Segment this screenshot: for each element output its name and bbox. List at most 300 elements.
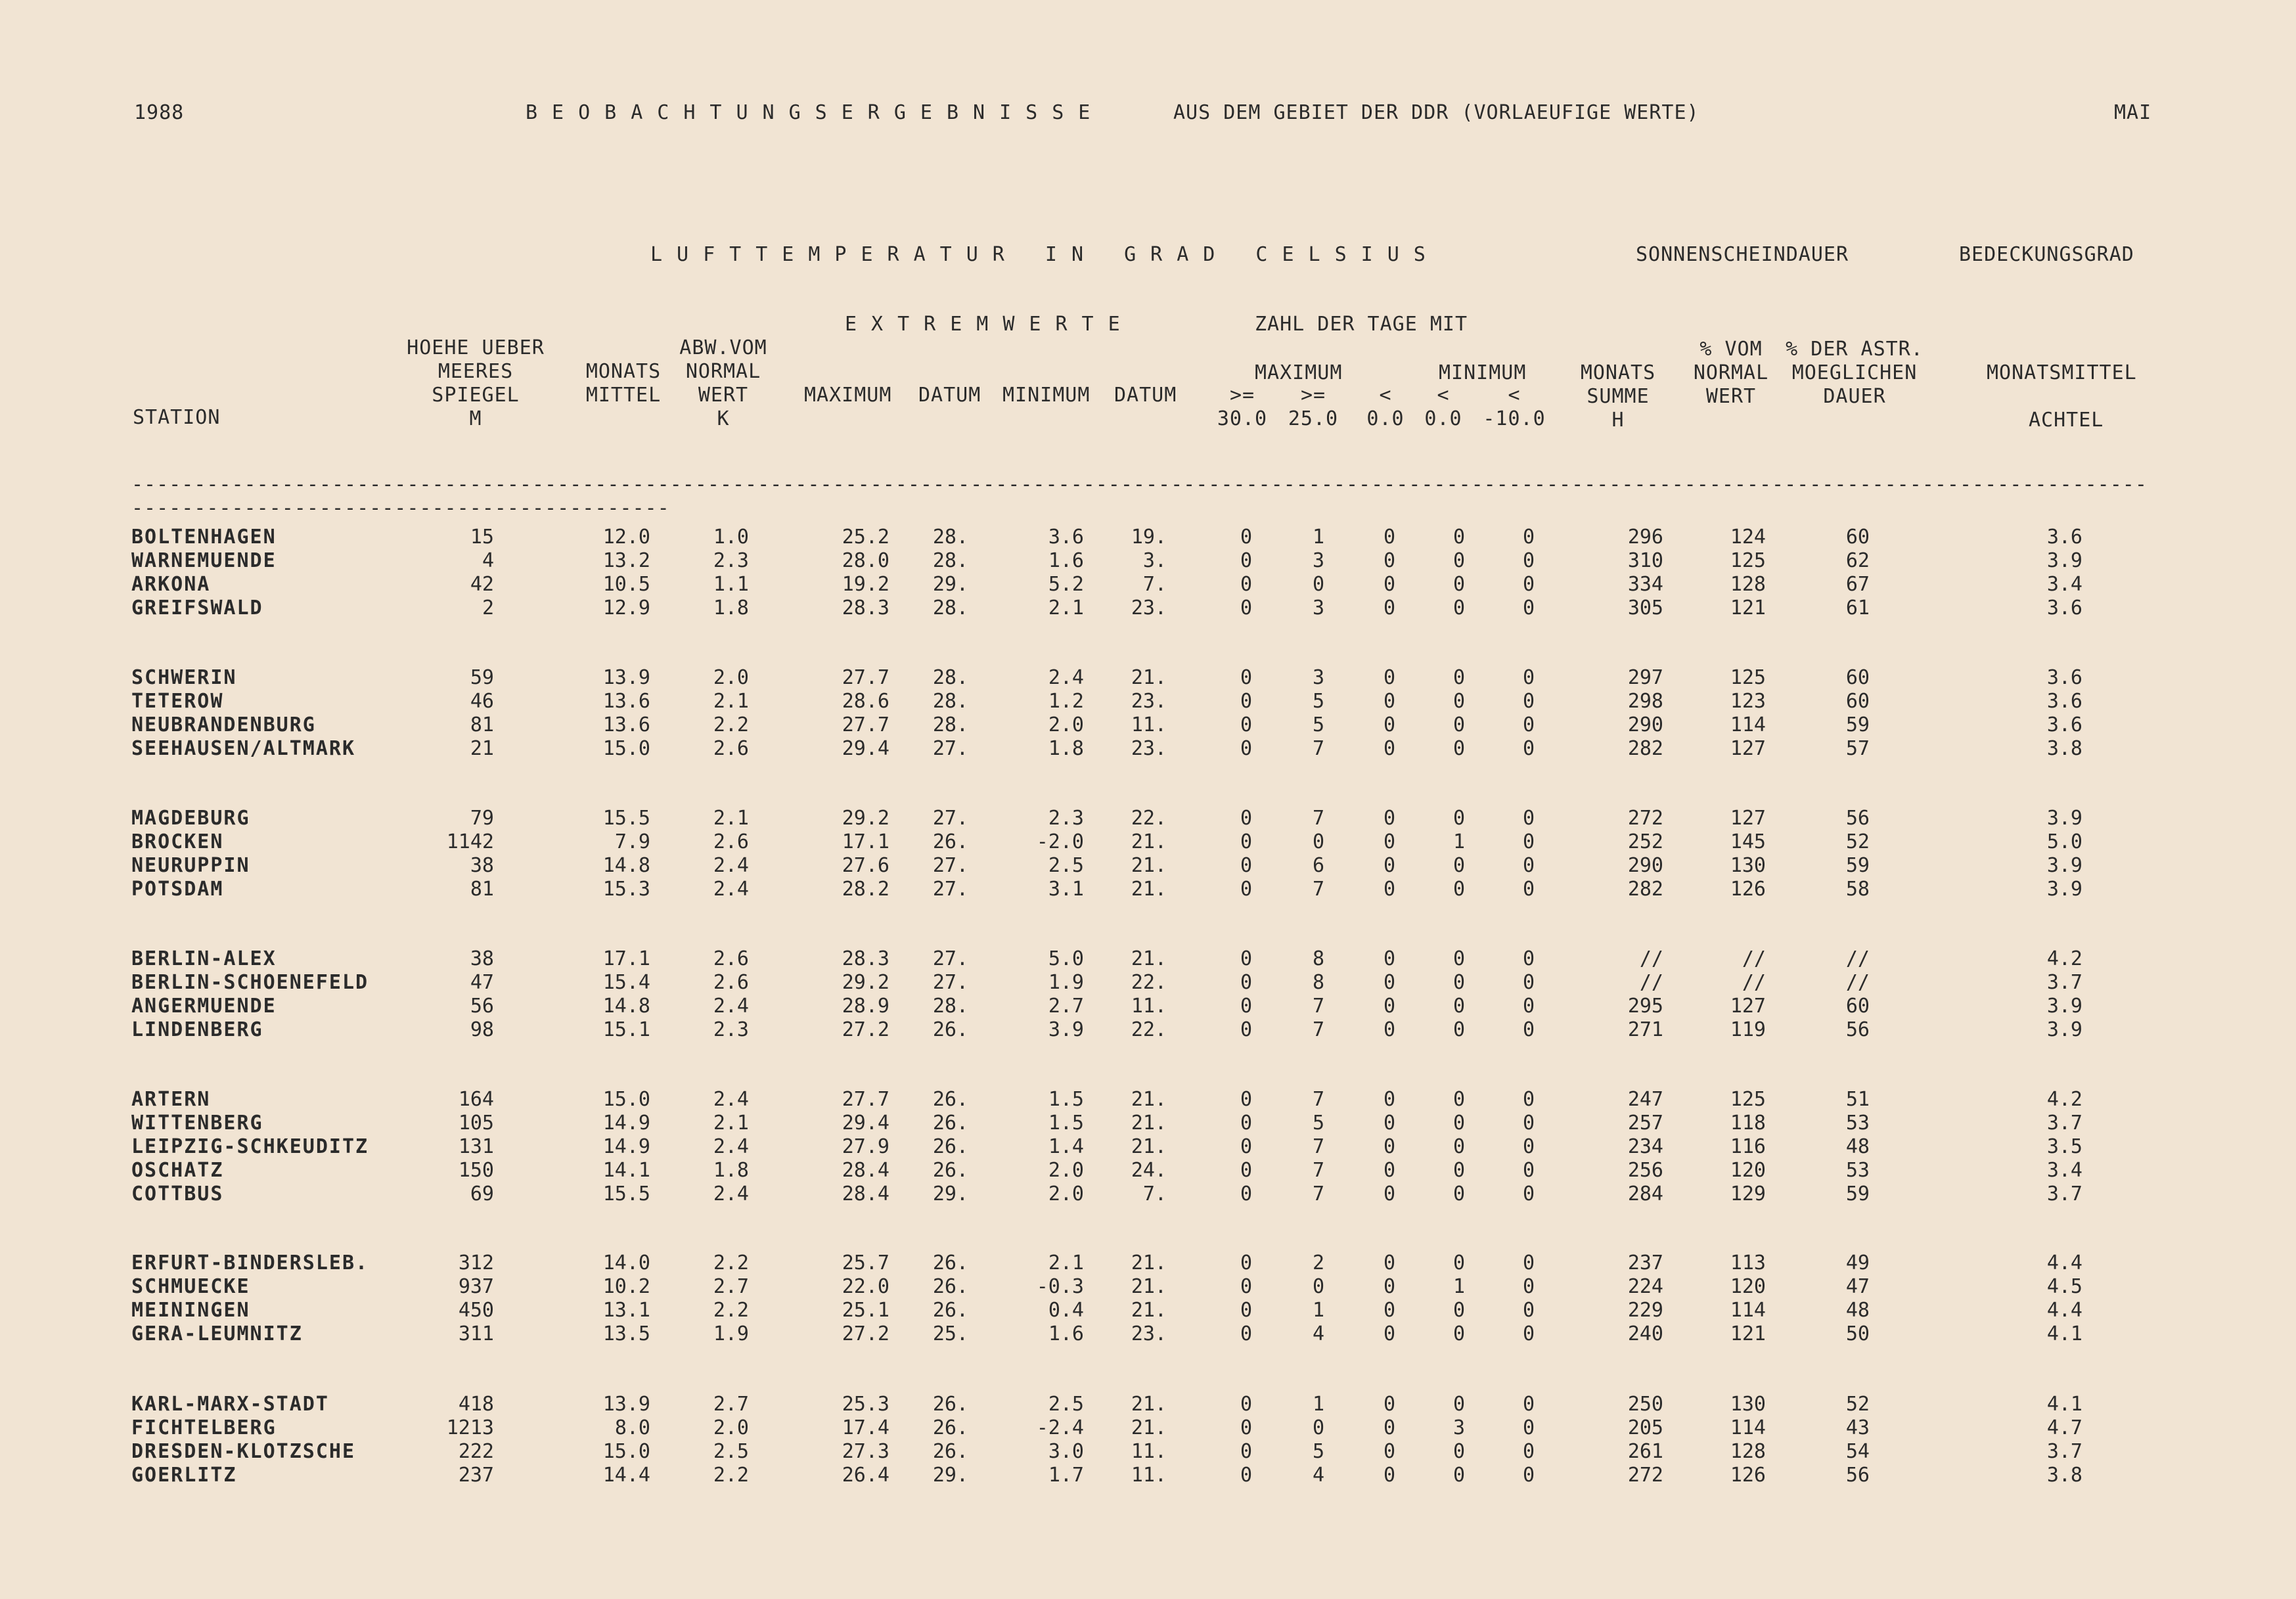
maximum: 29.2 xyxy=(842,971,889,994)
hoehe: 937 xyxy=(458,1275,494,1298)
tage-min-m10: 0 xyxy=(1522,666,1535,689)
datum-max: 26. xyxy=(932,1416,968,1439)
abweichung: 2.4 xyxy=(713,1182,749,1205)
station-name: MAGDEBURG xyxy=(131,807,250,830)
tage-min-0: 0 xyxy=(1452,1112,1465,1135)
tage-max-0: 0 xyxy=(1383,878,1395,901)
minimum: 2.1 xyxy=(1048,597,1084,619)
tage-max-25: 5 xyxy=(1312,1112,1324,1135)
tage-min-0: 0 xyxy=(1452,526,1465,549)
sonnen-proz-astr: 43 xyxy=(1845,1416,1870,1439)
maximum: 27.7 xyxy=(842,713,889,736)
station-name: BOLTENHAGEN xyxy=(131,526,277,549)
maximum: 27.6 xyxy=(842,854,889,877)
table-row xyxy=(0,971,2296,995)
minimum: 1.6 xyxy=(1048,1322,1084,1345)
sonnen-proz-normal: 124 xyxy=(1730,526,1766,549)
tage-max-25: 7 xyxy=(1312,1018,1324,1041)
datum-max: 28. xyxy=(932,597,968,619)
sonnen-proz-normal: 127 xyxy=(1730,995,1766,1018)
sonnen-proz-normal: 119 xyxy=(1730,1018,1766,1041)
tage-max-0: 0 xyxy=(1383,1088,1395,1111)
tage-max-30: 0 xyxy=(1240,1135,1252,1158)
maximum: 28.0 xyxy=(842,549,889,572)
tage-max-0: 0 xyxy=(1383,597,1395,619)
tage-thr-5: -10.0 xyxy=(1483,407,1546,430)
maximum: 28.9 xyxy=(842,995,889,1018)
tage-max-25: 7 xyxy=(1312,1159,1324,1182)
bedeckung: 3.9 xyxy=(2046,1018,2082,1041)
tage-max-0: 0 xyxy=(1383,526,1395,549)
hoehe: 21 xyxy=(470,737,494,760)
sonnen-proz-astr: 60 xyxy=(1845,690,1870,713)
table-row xyxy=(0,1440,2296,1464)
sonnen-proz-astr: 51 xyxy=(1845,1088,1870,1111)
datum-min: 21. xyxy=(1131,1416,1167,1439)
monatsmittel: 15.3 xyxy=(602,878,650,901)
tage-min-m10: 0 xyxy=(1522,971,1535,994)
tage-max-30: 0 xyxy=(1240,1182,1252,1205)
station-name: LINDENBERG xyxy=(131,1018,263,1041)
tage-max-0: 0 xyxy=(1383,1416,1395,1439)
monatsmittel: 14.0 xyxy=(602,1251,650,1274)
tage-max-30: 0 xyxy=(1240,1393,1252,1416)
datum-min: 22. xyxy=(1131,971,1167,994)
maximum: 29.4 xyxy=(842,737,889,760)
tage-max-25: 7 xyxy=(1312,1182,1324,1205)
bedeckung: 3.6 xyxy=(2046,666,2082,689)
abweichung: 2.4 xyxy=(713,995,749,1018)
tage-min-m10: 0 xyxy=(1522,878,1535,901)
monatsmittel: 13.9 xyxy=(602,666,650,689)
bedeckung: 3.6 xyxy=(2046,713,2082,736)
station-name: GOERLITZ xyxy=(131,1464,237,1487)
datum-max: 26. xyxy=(932,1440,968,1463)
station-name: POTSDAM xyxy=(131,878,224,901)
datum-max: 28. xyxy=(932,690,968,713)
sonnen-proz-normal: 126 xyxy=(1730,1464,1766,1487)
sonnen-proz-astr: 49 xyxy=(1845,1251,1870,1274)
tage-min-0: 0 xyxy=(1452,666,1465,689)
datum-min: 7. xyxy=(1142,573,1167,596)
bedeckung: 3.6 xyxy=(2046,526,2082,549)
station-name: ARKONA xyxy=(131,573,211,596)
header-monatssumme: MONATS SUMME H xyxy=(1580,361,1656,432)
table-row xyxy=(0,1112,2296,1135)
hoehe: 42 xyxy=(470,573,494,596)
minimum: 1.6 xyxy=(1048,549,1084,572)
tage-max-30: 0 xyxy=(1240,1112,1252,1135)
tage-min-0: 0 xyxy=(1452,1299,1465,1322)
separator-line: ------------------------------------------------------------------------------------------------------------------------------------------------------------------------------------------------------------ xyxy=(131,473,2148,520)
tage-min-0: 0 xyxy=(1452,854,1465,877)
tage-max-30: 0 xyxy=(1240,947,1252,970)
sonnen-summe: 310 xyxy=(1627,549,1663,572)
minimum: 1.5 xyxy=(1048,1088,1084,1111)
sonnen-summe: 305 xyxy=(1627,597,1663,619)
station-name: WITTENBERG xyxy=(131,1112,263,1135)
tage-max-25: 1 xyxy=(1312,526,1324,549)
tage-min-m10: 0 xyxy=(1522,1322,1535,1345)
bedeckung: 5.0 xyxy=(2046,830,2082,853)
datum-min: 21. xyxy=(1131,1393,1167,1416)
sonnen-proz-normal: 128 xyxy=(1730,573,1766,596)
tage-max-25: 3 xyxy=(1312,666,1324,689)
abweichung: 2.6 xyxy=(713,947,749,970)
tage-thr-4: 0.0 xyxy=(1424,407,1462,430)
monatsmittel: 15.0 xyxy=(602,1088,650,1111)
minimum: 2.0 xyxy=(1048,713,1084,736)
sonnen-summe: 271 xyxy=(1627,1018,1663,1041)
hoehe: 46 xyxy=(470,690,494,713)
sonnen-summe: 237 xyxy=(1627,1251,1663,1274)
sonnen-proz-normal: 123 xyxy=(1730,690,1766,713)
header-monatsmittel: MONATS MITTEL xyxy=(585,360,662,407)
tage-thr-3: 0.0 xyxy=(1366,407,1405,430)
minimum: 1.2 xyxy=(1048,690,1084,713)
tage-min-0: 0 xyxy=(1452,1393,1465,1416)
tage-max-30: 0 xyxy=(1240,1464,1252,1487)
tage-max-25: 3 xyxy=(1312,549,1324,572)
tage-max-30: 0 xyxy=(1240,597,1252,619)
sonnen-proz-astr: 60 xyxy=(1845,995,1870,1018)
tage-min-m10: 0 xyxy=(1522,1393,1535,1416)
datum-max: 26. xyxy=(932,1135,968,1158)
tage-min-m10: 0 xyxy=(1522,830,1535,853)
datum-min: 11. xyxy=(1131,713,1167,736)
minimum: 3.0 xyxy=(1048,1440,1084,1463)
sonnen-summe: 224 xyxy=(1627,1275,1663,1298)
hoehe: 237 xyxy=(458,1464,494,1487)
tage-min-0: 0 xyxy=(1452,1322,1465,1345)
hoehe: 1142 xyxy=(446,830,494,853)
minimum: 2.1 xyxy=(1048,1251,1084,1274)
sonnen-summe: 205 xyxy=(1627,1416,1663,1439)
sonnen-summe: 284 xyxy=(1627,1182,1663,1205)
sonnen-proz-astr: 50 xyxy=(1845,1322,1870,1345)
tage-max-30: 0 xyxy=(1240,737,1252,760)
monatsmittel: 8.0 xyxy=(614,1416,650,1439)
tage-max-30: 0 xyxy=(1240,1088,1252,1111)
tage-max-0: 0 xyxy=(1383,1159,1395,1182)
tage-max-30: 0 xyxy=(1240,1018,1252,1041)
tage-max-0: 0 xyxy=(1383,1275,1395,1298)
abweichung: 2.2 xyxy=(713,1251,749,1274)
datum-min: 21. xyxy=(1131,1135,1167,1158)
station-name: DRESDEN-KLOTZSCHE xyxy=(131,1440,356,1463)
maximum: 28.2 xyxy=(842,878,889,901)
tage-min-m10: 0 xyxy=(1522,1416,1535,1439)
table-row xyxy=(0,878,2296,901)
tage-max-30: 0 xyxy=(1240,1159,1252,1182)
abweichung: 2.5 xyxy=(713,1440,749,1463)
abweichung: 2.0 xyxy=(713,1416,749,1439)
station-name: KARL-MARX-STADT xyxy=(131,1393,329,1416)
header-achtel: ACHTEL xyxy=(2029,409,2104,432)
tage-min-m10: 0 xyxy=(1522,854,1535,877)
datum-min: 21. xyxy=(1131,1112,1167,1135)
sonnen-summe: 295 xyxy=(1627,995,1663,1018)
tage-max-0: 0 xyxy=(1383,1322,1395,1345)
datum-max: 26. xyxy=(932,1159,968,1182)
minimum: 2.0 xyxy=(1048,1159,1084,1182)
abweichung: 2.6 xyxy=(713,830,749,853)
tage-max-30: 0 xyxy=(1240,713,1252,736)
sonnen-proz-astr: 67 xyxy=(1845,573,1870,596)
datum-min: 21. xyxy=(1131,947,1167,970)
tage-max-30: 0 xyxy=(1240,526,1252,549)
abweichung: 2.7 xyxy=(713,1393,749,1416)
abweichung: 2.4 xyxy=(713,1135,749,1158)
abweichung: 2.2 xyxy=(713,1464,749,1487)
header-maximum: MAXIMUM xyxy=(804,384,892,407)
monatsmittel: 15.5 xyxy=(602,1182,650,1205)
abweichung: 1.9 xyxy=(713,1322,749,1345)
datum-min: 22. xyxy=(1131,1018,1167,1041)
tage-max-0: 0 xyxy=(1383,737,1395,760)
hoehe: 81 xyxy=(470,878,494,901)
table-row xyxy=(0,1416,2296,1440)
sonnen-proz-astr: 59 xyxy=(1845,1182,1870,1205)
maximum: 28.3 xyxy=(842,597,889,619)
datum-max: 28. xyxy=(932,526,968,549)
monatsmittel: 10.5 xyxy=(602,573,650,596)
maximum: 27.2 xyxy=(842,1018,889,1041)
tage-max-25: 0 xyxy=(1312,830,1324,853)
tage-max-30: 0 xyxy=(1240,971,1252,994)
tage-op-4: < xyxy=(1437,384,1450,407)
abweichung: 2.2 xyxy=(713,1299,749,1322)
sonnen-proz-normal: 125 xyxy=(1730,666,1766,689)
tage-max-30: 0 xyxy=(1240,854,1252,877)
datum-max: 26. xyxy=(932,1088,968,1111)
tage-min-0: 0 xyxy=(1452,1018,1465,1041)
bedeckung: 4.2 xyxy=(2046,1088,2082,1111)
tage-min-0: 0 xyxy=(1452,1440,1465,1463)
hoehe: 450 xyxy=(458,1299,494,1322)
maximum: 29.4 xyxy=(842,1112,889,1135)
sonnen-summe: 290 xyxy=(1627,713,1663,736)
tage-min-0: 0 xyxy=(1452,1182,1465,1205)
maximum: 27.9 xyxy=(842,1135,889,1158)
tage-min-0: 1 xyxy=(1452,1275,1465,1298)
datum-min: 21. xyxy=(1131,1275,1167,1298)
sonnen-proz-astr: 48 xyxy=(1845,1135,1870,1158)
tage-op-5: < xyxy=(1508,384,1521,407)
sonnen-proz-astr: // xyxy=(1845,947,1870,970)
tage-max-25: 7 xyxy=(1312,807,1324,830)
maximum: 26.4 xyxy=(842,1464,889,1487)
abweichung: 2.6 xyxy=(713,737,749,760)
tage-min-m10: 0 xyxy=(1522,1251,1535,1274)
table-row xyxy=(0,1464,2296,1487)
sonnen-summe: 240 xyxy=(1627,1322,1663,1345)
sonnen-proz-astr: 56 xyxy=(1845,807,1870,830)
monatsmittel: 15.0 xyxy=(602,1440,650,1463)
tage-max-25: 0 xyxy=(1312,1275,1324,1298)
hoehe: 98 xyxy=(470,1018,494,1041)
datum-max: 27. xyxy=(932,971,968,994)
maximum: 25.3 xyxy=(842,1393,889,1416)
sonnen-summe: 229 xyxy=(1627,1299,1663,1322)
tage-max-25: 8 xyxy=(1312,947,1324,970)
datum-min: 3. xyxy=(1142,549,1167,572)
tage-max-25: 7 xyxy=(1312,1088,1324,1111)
bedeckung: 4.1 xyxy=(2046,1322,2082,1345)
hoehe: 164 xyxy=(458,1088,494,1111)
table-row xyxy=(0,737,2296,761)
minimum: 2.5 xyxy=(1048,1393,1084,1416)
hoehe: 418 xyxy=(458,1393,494,1416)
monatsmittel: 15.5 xyxy=(602,807,650,830)
bedeckung: 3.8 xyxy=(2046,1464,2082,1487)
tage-min-0: 0 xyxy=(1452,597,1465,619)
minimum: 1.9 xyxy=(1048,971,1084,994)
tage-max-30: 0 xyxy=(1240,807,1252,830)
abweichung: 2.2 xyxy=(713,713,749,736)
minimum: 2.0 xyxy=(1048,1182,1084,1205)
sonnen-proz-normal: 130 xyxy=(1730,854,1766,877)
tage-max-25: 7 xyxy=(1312,1135,1324,1158)
tage-min-0: 0 xyxy=(1452,713,1465,736)
bedeckung: 3.6 xyxy=(2046,597,2082,619)
bedeckung: 4.4 xyxy=(2046,1251,2082,1274)
table-row xyxy=(0,854,2296,878)
station-name: LEIPZIG-SCHKEUDITZ xyxy=(131,1135,369,1158)
sonnen-proz-normal: 121 xyxy=(1730,597,1766,619)
datum-min: 24. xyxy=(1131,1159,1167,1182)
sonnen-proz-astr: 61 xyxy=(1845,597,1870,619)
header-monatsmittel-bedeckung: MONATSMITTEL xyxy=(1987,361,2137,384)
hoehe: 56 xyxy=(470,995,494,1018)
sonnen-proz-normal: 121 xyxy=(1730,1322,1766,1345)
station-name: TETEROW xyxy=(131,690,224,713)
header-datum-max: DATUM xyxy=(918,384,981,407)
hoehe: 311 xyxy=(458,1322,494,1345)
station-name: NEURUPPIN xyxy=(131,854,250,877)
tage-max-0: 0 xyxy=(1383,1251,1395,1274)
minimum: 0.4 xyxy=(1048,1299,1084,1322)
tage-min-0: 0 xyxy=(1452,1159,1465,1182)
sonnen-proz-astr: 58 xyxy=(1845,878,1870,901)
header-hoehe: HOEHE UEBER MEERES SPIEGEL M xyxy=(407,336,545,430)
sonnen-proz-normal: 129 xyxy=(1730,1182,1766,1205)
tage-max-0: 0 xyxy=(1383,1440,1395,1463)
tage-min-m10: 0 xyxy=(1522,1464,1535,1487)
sonnen-summe: 234 xyxy=(1627,1135,1663,1158)
sonnen-proz-astr: 52 xyxy=(1845,830,1870,853)
station-name: COTTBUS xyxy=(131,1182,224,1205)
station-name: FICHTELBERG xyxy=(131,1416,277,1439)
tage-max-0: 0 xyxy=(1383,830,1395,853)
sonnen-proz-normal: 113 xyxy=(1730,1251,1766,1274)
hoehe: 105 xyxy=(458,1112,494,1135)
monatsmittel: 14.4 xyxy=(602,1464,650,1487)
bedeckung: 4.2 xyxy=(2046,947,2082,970)
tage-max-25: 7 xyxy=(1312,995,1324,1018)
station-name: GREIFSWALD xyxy=(131,597,263,619)
table-row xyxy=(0,549,2296,573)
tage-min-0: 0 xyxy=(1452,995,1465,1018)
tage-max-25: 1 xyxy=(1312,1393,1324,1416)
table-row xyxy=(0,1135,2296,1159)
tage-max-0: 0 xyxy=(1383,1464,1395,1487)
hoehe: 38 xyxy=(470,947,494,970)
abweichung: 2.4 xyxy=(713,1088,749,1111)
sonnen-proz-astr: 56 xyxy=(1845,1464,1870,1487)
header-tage-minimum: MINIMUM xyxy=(1439,361,1527,384)
monatsmittel: 13.6 xyxy=(602,690,650,713)
header-tage-maximum: MAXIMUM xyxy=(1255,361,1343,384)
minimum: 3.9 xyxy=(1048,1018,1084,1041)
tage-min-m10: 0 xyxy=(1522,1182,1535,1205)
datum-max: 28. xyxy=(932,995,968,1018)
tage-min-0: 0 xyxy=(1452,1464,1465,1487)
header-zahl-der-tage: ZAHL DER TAGE MIT xyxy=(1255,313,1468,336)
sonnen-summe: 334 xyxy=(1627,573,1663,596)
maximum: 22.0 xyxy=(842,1275,889,1298)
tage-min-m10: 0 xyxy=(1522,1275,1535,1298)
sonnen-proz-normal: 120 xyxy=(1730,1159,1766,1182)
tage-min-m10: 0 xyxy=(1522,807,1535,830)
maximum: 25.7 xyxy=(842,1251,889,1274)
sonnen-summe: 261 xyxy=(1627,1440,1663,1463)
table-row xyxy=(0,947,2296,971)
tage-op-3: < xyxy=(1379,384,1392,407)
sonnen-proz-normal: 128 xyxy=(1730,1440,1766,1463)
table-row xyxy=(0,713,2296,737)
datum-min: 22. xyxy=(1131,807,1167,830)
tage-max-0: 0 xyxy=(1383,807,1395,830)
bedeckung: 3.4 xyxy=(2046,1159,2082,1182)
monatsmittel: 15.1 xyxy=(602,1018,650,1041)
monatsmittel: 13.6 xyxy=(602,713,650,736)
sonnen-proz-normal: 116 xyxy=(1730,1135,1766,1158)
sonnen-summe: 282 xyxy=(1627,878,1663,901)
tage-max-0: 0 xyxy=(1383,995,1395,1018)
datum-max: 25. xyxy=(932,1322,968,1345)
datum-max: 26. xyxy=(932,1393,968,1416)
abweichung: 2.1 xyxy=(713,1112,749,1135)
tage-max-25: 4 xyxy=(1312,1464,1324,1487)
monatsmittel: 14.8 xyxy=(602,854,650,877)
bedeckung: 4.4 xyxy=(2046,1299,2082,1322)
tage-max-25: 7 xyxy=(1312,878,1324,901)
header-abweichung: ABW.VOM NORMAL WERT K xyxy=(679,336,767,430)
sonnen-summe: 252 xyxy=(1627,830,1663,853)
monatsmittel: 13.5 xyxy=(602,1322,650,1345)
abweichung: 1.8 xyxy=(713,597,749,619)
hoehe: 38 xyxy=(470,854,494,877)
abweichung: 2.1 xyxy=(713,690,749,713)
monatsmittel: 13.2 xyxy=(602,549,650,572)
tage-max-0: 0 xyxy=(1383,1018,1395,1041)
sonnen-proz-astr: 57 xyxy=(1845,737,1870,760)
monatsmittel: 10.2 xyxy=(602,1275,650,1298)
datum-max: 28. xyxy=(932,666,968,689)
minimum: 3.6 xyxy=(1048,526,1084,549)
datum-max: 26. xyxy=(932,830,968,853)
datum-min: 11. xyxy=(1131,1440,1167,1463)
monatsmittel: 7.9 xyxy=(614,830,650,853)
tage-min-m10: 0 xyxy=(1522,1299,1535,1322)
datum-min: 21. xyxy=(1131,1299,1167,1322)
bedeckung: 3.9 xyxy=(2046,854,2082,877)
maximum: 28.4 xyxy=(842,1182,889,1205)
station-name: NEUBRANDENBURG xyxy=(131,713,316,736)
tage-min-m10: 0 xyxy=(1522,1135,1535,1158)
datum-max: 27. xyxy=(932,854,968,877)
